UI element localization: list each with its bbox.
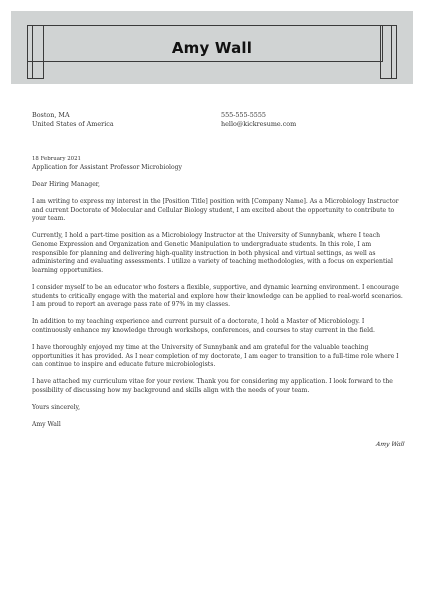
letter-paragraph: I have attached my curriculum vitae for your review. Thank you for considering my application. I look forward to the possibility of discussing how my background and skills align with the needs of your team. xyxy=(32,378,393,395)
contact-email: hello@kickresume.com xyxy=(221,120,297,128)
letter-date: 18 February 2021 xyxy=(32,156,81,162)
letter-paragraph: I have thoroughly enjoyed my time at the University of Sunnybank and am grateful for the valuable teaching opportunities it has provided. As I near completion of my doctorate, I am eager to transition to a full-time role where I can continue to inspire and educate future microbiologists. xyxy=(32,344,399,369)
applicant-name: Amy Wall xyxy=(171,39,253,57)
letter-paragraph: In addition to my teaching experience and current pursuit of a doctorate, I hold a Master of Microbiology. I continuously enhance my knowledge through workshops, conferences, and courses to stay current in the field. xyxy=(32,318,375,334)
contact-address xyxy=(32,111,114,129)
letter-subject: Application for Assistant Professor Microbiology xyxy=(32,163,182,171)
letter-signoff-name: Amy Wall xyxy=(32,421,61,429)
contact-city: Boston, MA xyxy=(32,111,70,119)
letter-greeting: Dear Hiring Manager, xyxy=(32,180,100,188)
contact-country: United States of America xyxy=(32,120,114,128)
letter-paragraph: I consider myself to be an educator who fosters a flexible, supportive, and dynamic learning environment. I encourage students to critically engage with the material and explore how their knowledge can be applied to real-world scenarios. I am proud to report an average pass rate of 97% in my classes. xyxy=(32,283,403,309)
header-banner xyxy=(11,11,413,84)
letter-closing: Yours sincerely, xyxy=(32,404,81,412)
letter-paragraph: Currently, I hold a part-time position as a Microbiology Instructor at the University of Sunnybank, where I teach Genome Expression and Organization and Genetic Manipulation to undergraduate students. In this role, I am responsible for planning and delivering high-quality instruction in both physical and virtual settings, as well as administering and evaluating assessments. I utilize a variety of teaching methodologies, with a focus on experiential learning opportunities. xyxy=(32,232,393,274)
contact-phone: 555-555-5555 xyxy=(221,111,266,119)
handwritten-signature: Amy Wall xyxy=(375,441,405,448)
letter-body xyxy=(32,155,404,439)
letter-paragraph: I am writing to express my interest in the [Position Title] position with [Company Name]. As a Microbiology Instructor and current Doctorate of Molecular and Cellular Biology student, I am excited about the opportunity to contribute to your team. xyxy=(32,197,399,223)
contact-details xyxy=(221,111,296,129)
